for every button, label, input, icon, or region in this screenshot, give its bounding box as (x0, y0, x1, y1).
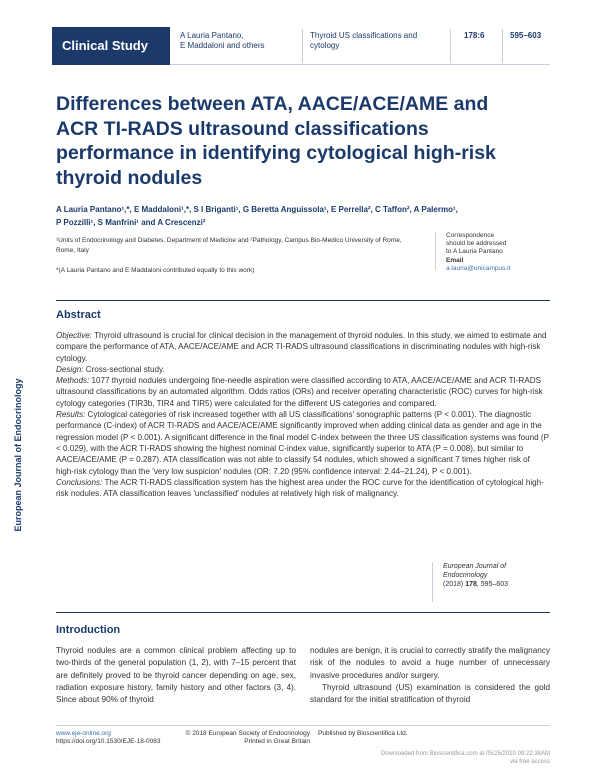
abstract-objective: Objective: Thyroid ultrasound is crucial for clinical decision in the management of thyroid nodules. In this study, we aimed to estimate and compare the performance of ATA, AACE/ACE/AME and ACR TI-RADS ultrasound classifications in discriminating nodules with high-risk cytology. (56, 331, 547, 363)
article-title: Differences between ATA, AACE/ACE/AME and ACR TI-RADS ultrasound classifications performance in identifying cytological high-risk thyroid nodules (56, 93, 496, 189)
header-divider (502, 29, 503, 63)
journal-header (52, 27, 550, 65)
header-authors: A Lauria Pantano, E Maddaloni and others (180, 31, 265, 50)
intro-left-column: Thyroid nodules are a common clinical problem affecting up to two-thirds of the general population (1, 2), with 7–15 percent that are definitely proved to be thyroid cancer depending on age, sex, radiation exposure history, family history and other factors (3, 4). Since about 90% of thyroid (56, 646, 296, 705)
email-link[interactable]: a.lauria@unicampus.it (446, 264, 511, 272)
introduction-heading: Introduction (56, 624, 121, 636)
header-volume: 178:6 (464, 31, 485, 40)
abstract-design: Design: Cross-sectional study. (56, 364, 165, 374)
footer-publisher: Published by Bioscientifica Ltd. (318, 730, 408, 737)
intro-divider (56, 612, 550, 613)
header-underline (170, 64, 550, 65)
correspondence-box: Correspondence should be addressed to A Lauria Pantano Email a.lauria@unicampus.it (435, 232, 550, 270)
footer-divider (56, 725, 550, 726)
journal-url-link[interactable]: www.eje-online.org (56, 730, 111, 737)
doi-link[interactable]: https://doi.org/10.1530/EJE-18-0083 (56, 738, 161, 745)
header-pages: 595–603 (510, 31, 542, 40)
header-topic: Thyroid US classifications and cytology (310, 31, 418, 50)
equal-contribution-note: *(A Lauria Pantano and E Maddaloni contributed equally to this work) (56, 267, 255, 274)
header-divider (450, 29, 451, 63)
author-list: A Lauria Pantano¹,*, E Maddaloni¹,*, S I Briganti¹, G Beretta Anguissola¹, E Perrella², C Taffon², A Palermo¹, P Pozzilli¹, S Manfrini¹ and A Crescenzi² (56, 205, 458, 227)
abstract-divider (56, 300, 550, 301)
footer-copyright: © 2018 European Society of Endocrinology Printed in Great Britain (185, 730, 310, 745)
abstract-conclusions: Conclusions: The ACR TI-RADS classification system has the highest area under the ROC curve for the identification of cytological high-risk nodules. ATA classification leaves 'unclassified' nodules at relatively high risk of malignancy. (56, 477, 544, 499)
abstract-results: Results: Cytological categories of risk increased together with all US classifications' sonographic patterns (P < 0.001). The diagnostic performance (C-index) of ACR TI-RADS and AACE/ACE/AME significantly improved when adding clinical data as gender and age in the regression model (P < 0.001). A significant difference in the final model C-index between the three US classification systems was found (P < 0.029), with the ACR TI-RADS showing the highest nominal C-index value, significantly superior to ATA (P = 0.008), but similar to AACE/ACE/AME (P = 0.287). ATA classification was not able to classify 54 nodules, which showed a significant 7 times higher risk of high-risk cytology than the 'very low suspicion' nodules (OR: 7.20 (95% confidence interval: 2.44–21.24), P < 0.001). (56, 410, 549, 476)
abstract-body (56, 330, 550, 499)
section-label: Clinical Study (52, 27, 170, 65)
abstract-methods: Methods: 1077 thyroid nodules undergoing fine-needle aspiration were classified according to ATA, AACE/ACE/AME and ACR TI-RADS ultrasound classifications by an automated algorithm. Odds ratios (ORs) and receiver operating characteristic (ROC) curves for high-risk cytology categories (TIR3b, TIR4 and TIR5) were calculated for the different US categories and compared. (56, 376, 543, 408)
side-journal-label: European Journal of Endocrinology (13, 378, 23, 532)
intro-right-column: nodules are benign, it is crucial to correctly stratify the malignancy risk of the nodules to avoid a huge number of unnecessary invasive procedures and/or surgery. Thyroid ultrasound (US) examination is considered the gold standard for the initial stratification of thyroid (310, 646, 550, 705)
footer-links (56, 730, 160, 746)
header-divider (302, 29, 303, 63)
download-watermark: Downloaded from Bioscientifica.com at 05/25/2020 09:22:38AM via free access (380, 751, 550, 765)
affiliation: ¹Units of Endocrinology and Diabetes, Department of Medicine and ²Pathology, Campus Bio-Medico University of Rome, Rome, Italy (56, 237, 402, 254)
abstract-heading: Abstract (56, 309, 101, 321)
citation-box: European Journal of Endocrinology (2018) 178, 595–603 (432, 562, 550, 602)
